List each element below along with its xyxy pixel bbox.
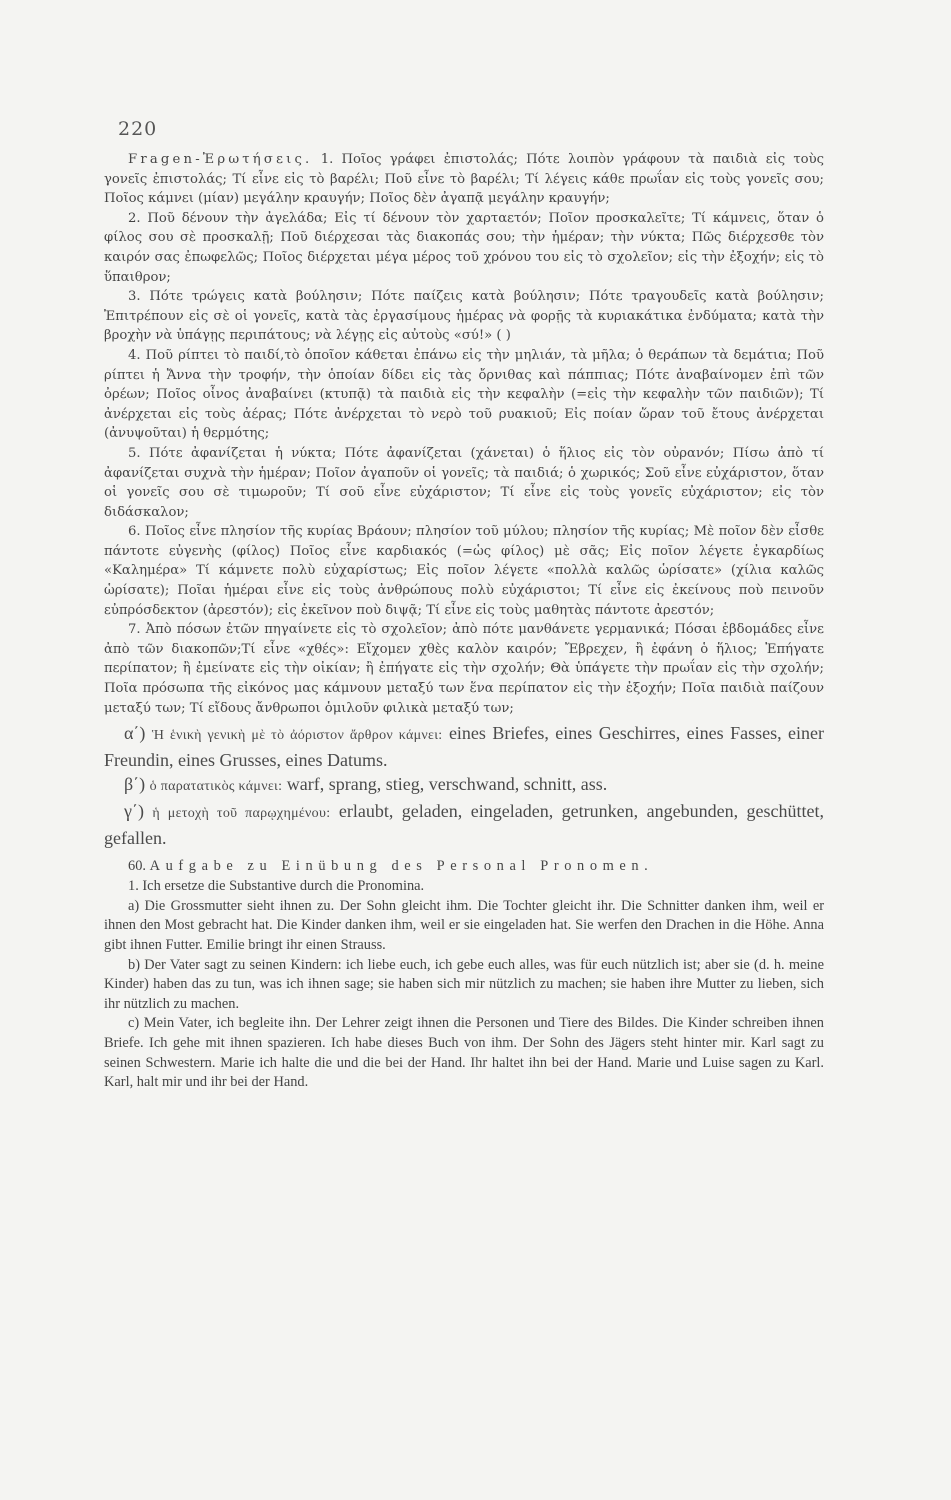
question-paragraph-3: 3. Πότε τρώγεις κατὰ βούλησιν; Πότε παίζεις κατὰ βούλησιν; Πότε τραγουδεῖς κατὰ βούλησιν; Ἐπιτρέπουν εἰς σὲ οἱ γονεῖς, κατὰ τὰς ἐργασίμους ἡμέρας νὰ φορῇς τὰ κυριακάτικα ἐνδύματα; κατὰ τὴν βροχὴν νὰ ὑπάγῃς περιπάτους; νὰ λέγῃς εἰς αὐτοὺς «σύ!» ( ) (104, 289, 824, 344)
question-paragraph-1 (104, 150, 824, 209)
grammar-b-german: warf, sprang, stieg, verschwand, schnitt, ass. (286, 774, 608, 795)
question-paragraph-5: 5. Πότε ἀφανίζεται ἡ νύκτα; Πότε ἀφανίζεται (χάνεται) ὁ ἥλιος εἰς τὸν οὐρανόν; Πίσω ἀπὸ τί ἀφανίζεται συχνὰ τὴν ἡμέραν; Ποῖον ἀγαποῦν οἱ γονεῖς; τὰ παιδιά; ὁ χωρικός; Σοῦ εἶνε εὐχάριστον, ὅταν οἱ γονεῖς σου σὲ τιμωροῦν; Τί σοῦ εἶνε εὐχάριστον; Τί εἶνε εἰς τοὺς γονεῖς εὐχάριστον; εἰς τὸν διδάσκαλον; (104, 445, 824, 520)
exercise-part-b: b) Der Vater sagt zu seinen Kindern: ich liebe euch, ich gebe euch alles, was für euch nützlich ist; aber sie (d. h. meine Kinder) haben das zu tun, was ich ihnen sage; sie haben sich mir nützlich zu machen; sie haben ihre Mutter zu lieben, sich ihr nützlich zu machen. (104, 956, 824, 1012)
question-1-text: 1. Ποῖος γράφει ἐπιστολάς; Πότε λοιπὸν γράφουν τὰ παιδιὰ εἰς τοὺς γονεῖς ἐπιστολάς; Τί εἶνε εἰς τὸ βαρέλι; Ποῦ εἶνε τὸ βαρέλι; Τί λέγεις κάθε πρωΐαν εἰς τοὺς γονεῖς σου; Ποῖος κάμνει (μίαν) μεγάλην κραυγήν; Ποῖος δὲν ἀγαπᾷ μεγάλην κραυγήν; (104, 152, 824, 207)
exercise-number: 60. (128, 858, 146, 875)
question-paragraph-2: 2. Ποῦ δένουν τὴν ἀγελάδα; Εἰς τί δένουν τὸν χαρταετόν; Ποῖον προσκαλεῖτε; Τί κάμνεις, ὅταν ὁ φίλος σου σὲ προσκαλῇ; Ποῦ διέρχεσαι τὰς διακοπάς σου; τὴν ἡμέραν; τὴν νύκτα; Πῶς διέρχεσθε τὸν καιρόν σας ἐπωφελῶς; Ποῖος διέρχεται μέγα μέρος τοῦ χρόνου του εἰς τὸ σχολεῖον; εἰς τὴν ἐξοχήν; εἰς τὸ ὕπαιθρον; (104, 210, 824, 285)
grammar-a-german: eines Briefes, eines Geschirres, eines Fasses, einer Freundin, eines Grusses, eines Datums. (104, 723, 825, 771)
question-paragraph-4: 4. Ποῦ ρίπτει τὸ παιδί,τὸ ὁποῖον κάθεται ἐπάνω εἰς τὴν μηλιάν, τὰ μῆλα; ὁ θεράπων τὰ δεμάτια; Ποῦ ρίπτει ἡ Ἄννα τὴν τροφήν, τὴν ὁποίαν δίδει εἰς τὰς ὄρνιθας καὶ πάππιας; Πότε ἀναβαίνομεν ἐπὶ τῶν ὀρέων; Ποῖος οἶνος ἀναβαίνει (κτυπᾷ) τὰ παιδιὰ εἰς τὴν κεφαλὴν (=εἰς τὴν κεφαλὴν τῶν παιδιῶν); Τί ἀνέρχεται εἰς τοὺς ἀέρας; Πότε ἀνέρχεται τὸ νερὸ τοῦ ρυακιοῦ; Εἰς ποίαν ὥραν τοῦ ἔτους ἀνέρχεται (ἀνυψοῦται) ἡ θερμότης; (104, 347, 824, 442)
exercise-instruction: 1. Ich ersetze die Substantive durch die Pronomina. (128, 878, 425, 895)
exercise-part-c: c) Mein Vater, ich begleite ihn. Der Lehrer zeigt ihnen die Personen und Tiere des Bildes. Die Kinder schreiben ihnen Briefe. Ich gehe mit ihnen spazieren. Ich habe dieses Buch von ihm. Der Sohn des Jägers steht hinter mir. Karl sagt zu seinen Schwestern. Marie ich halte die und die bei der Hand. Ihr haltet ihn bei der Hand. Marie und Luise sagen zu Karl. Karl, halt mir und ihr bei der Hand. (104, 1015, 824, 1091)
exercise-title: Aufgabe zu Einübung des Personal Pronomen. (149, 858, 654, 875)
fragen-label: Fragen-Ἐρωτήσεις. (128, 152, 313, 167)
grammar-b-label: β΄) (124, 774, 146, 795)
grammar-b-greek: ὁ παρατατικὸς κάμνει: (149, 779, 283, 795)
grammar-c-german: erlaubt, geladen, eingeladen, getrunken, angebunden, geschüttet, gefallen. (104, 801, 824, 849)
page-number: 220 (118, 118, 158, 140)
grammar-note-c (104, 799, 824, 850)
grammar-note-a (104, 721, 824, 772)
grammar-c-label: γ΄) (124, 801, 144, 822)
exercise-part-a: a) Die Grossmutter sieht ihnen zu. Der Sohn gleicht ihm. Die Tochter gleicht ihr. Die Schnitter danken ihm, weil er ihnen den Most gebracht hat. Die Kinder danken ihm, weil er sie eingeladen hat. Sie werfen den Drachen in die Höhe. Anna gibt ihnen Futter. Emilie bringt ihr einen Strauss. (104, 897, 824, 953)
grammar-c-greek: ἡ μετοχὴ τοῦ παρῳχημένου: (152, 806, 331, 822)
exercise-heading (104, 855, 824, 877)
grammar-a-greek: Ἡ ἑνικὴ γενικὴ μὲ τὸ ἀόριστον ἄρθρον κάμνει: (151, 728, 443, 744)
grammar-note-b (104, 772, 824, 799)
main-text (104, 150, 824, 1093)
question-paragraph-6: 6. Ποῖος εἶνε πλησίον τῆς κυρίας Βράουν; πλησίον τοῦ μύλου; πλησίον τῆς κυρίας; Μὲ ποῖον δὲν εἶσθε πάντοτε εὐγενὴς (φίλος) Ποῖος εἶνε καρδιακός (=ὡς φίλος) μὲ σᾶς; Εἰς ποῖον λέγετε ἐγκαρδίως «Καλημέρα» Τί κάμνετε πολὺ εὐχαρίστως; Εἰς ποῖον λέγετε «πολλὰ καλῶς ὡρίσατε» (χίλια καλῶς ὡρίσατε); Ποῖαι ἡμέραι εἶνε εἰς τοὺς ἀνθρώπους πολὺ εὐχάριστοι; Τί εἶνε εἰς ἐκείνους ποὺ πεινοῦν εὐπρόσδεκτον (ἀρεστόν); εἰς ἐκεῖνον ποὺ διψᾷ; Τί εἶνε εἰς τοὺς μαθητὰς πάντοτε ἀρεστόν; (104, 524, 824, 618)
grammar-a-label: α΄) (124, 723, 146, 744)
question-paragraph-7: 7. Ἀπὸ πόσων ἐτῶν πηγαίνετε εἰς τὸ σχολεῖον; ἀπὸ πότε μανθάνετε γερμανικά; Πόσαι ἑβδομάδες εἶνε ἀπὸ τῶν διακοπῶν;Τί εἶνε «χθές»: Εἴχομεν χθὲς καλὸν καιρόν; Ἔβρεχεν, ἢ ἐφάνη ὁ ἥλιος; Ἐπήγατε περίπατον; ἢ ἐμείνατε εἰς τὴν οἰκίαν; ἢ ἐπήγατε εἰς τὴν σχολήν; Θὰ ὑπάγετε τὴν πρωΐαν εἰς τὴν σχολήν; Ποῖα πρόσωπα τῆς εἰκόνος μας κάμνουν μεταξύ των ἕνα περίπατον εἰς τὴν ἐξοχήν; Ποῖα παιδιὰ παίζουν μεταξύ των; Τί εἴδους ἄνθρωποι ὁμιλοῦν φιλικὰ μεταξύ των; (104, 622, 824, 716)
